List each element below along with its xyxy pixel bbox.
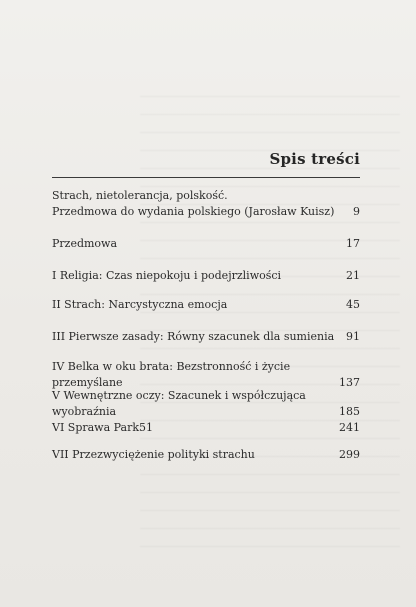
toc-entry-title: VII Przezwyciężenie polityki strachu <box>52 448 255 461</box>
toc-entry-polish-preface <box>52 188 360 220</box>
toc-entry-page: 137 <box>339 376 360 389</box>
toc-entry-title: V Wewnętrzne oczy: Szacunek i współczująca wyobraźnia <box>52 389 306 418</box>
toc-entry-title: IV Belka w oku brata: Bezstronność i życie przemyślane <box>52 360 291 389</box>
toc-entry-chapter-7 <box>52 447 360 463</box>
toc-entry-preface <box>52 236 360 252</box>
toc-entry-page: 17 <box>346 237 360 250</box>
toc-entry-page: 45 <box>346 298 360 311</box>
toc-entry-chapter-2 <box>52 297 360 313</box>
toc-entry-title-line: Przedmowa do wydania polskiego (Jarosław Kuisz) <box>52 205 335 218</box>
toc-entry-title: II Strach: Narcystyczna emocja <box>52 298 228 311</box>
toc-entry-chapter-5 <box>52 388 360 420</box>
toc-heading: Spis treści <box>269 150 360 168</box>
toc-entry-chapter-4 <box>52 359 360 391</box>
toc-entry-chapter-6 <box>52 420 360 436</box>
toc-entry-page: 21 <box>346 269 360 282</box>
toc-entry-page: 91 <box>346 330 360 343</box>
toc-entry-page: 299 <box>339 448 360 461</box>
toc-entry-page: 9 <box>353 205 360 218</box>
toc-entry-chapter-3 <box>52 329 360 345</box>
toc-entry-title: Przedmowa <box>52 237 118 250</box>
toc-entry-page: 185 <box>339 405 360 418</box>
toc-entry-title-line: Strach, nietolerancja, polskość. <box>52 189 228 202</box>
heading-rule <box>52 177 360 178</box>
toc-entry-chapter-1 <box>52 268 360 284</box>
toc-entry-page: 241 <box>339 421 360 434</box>
toc-entry-title: III Pierwsze zasady: Równy szacunek dla sumienia <box>52 330 335 343</box>
toc-entry-title: I Religia: Czas niepokoju i podejrzliwości <box>52 269 282 282</box>
toc-entry-title: VI Sprawa Park51 <box>52 421 154 434</box>
toc-entry-title <box>52 188 334 220</box>
